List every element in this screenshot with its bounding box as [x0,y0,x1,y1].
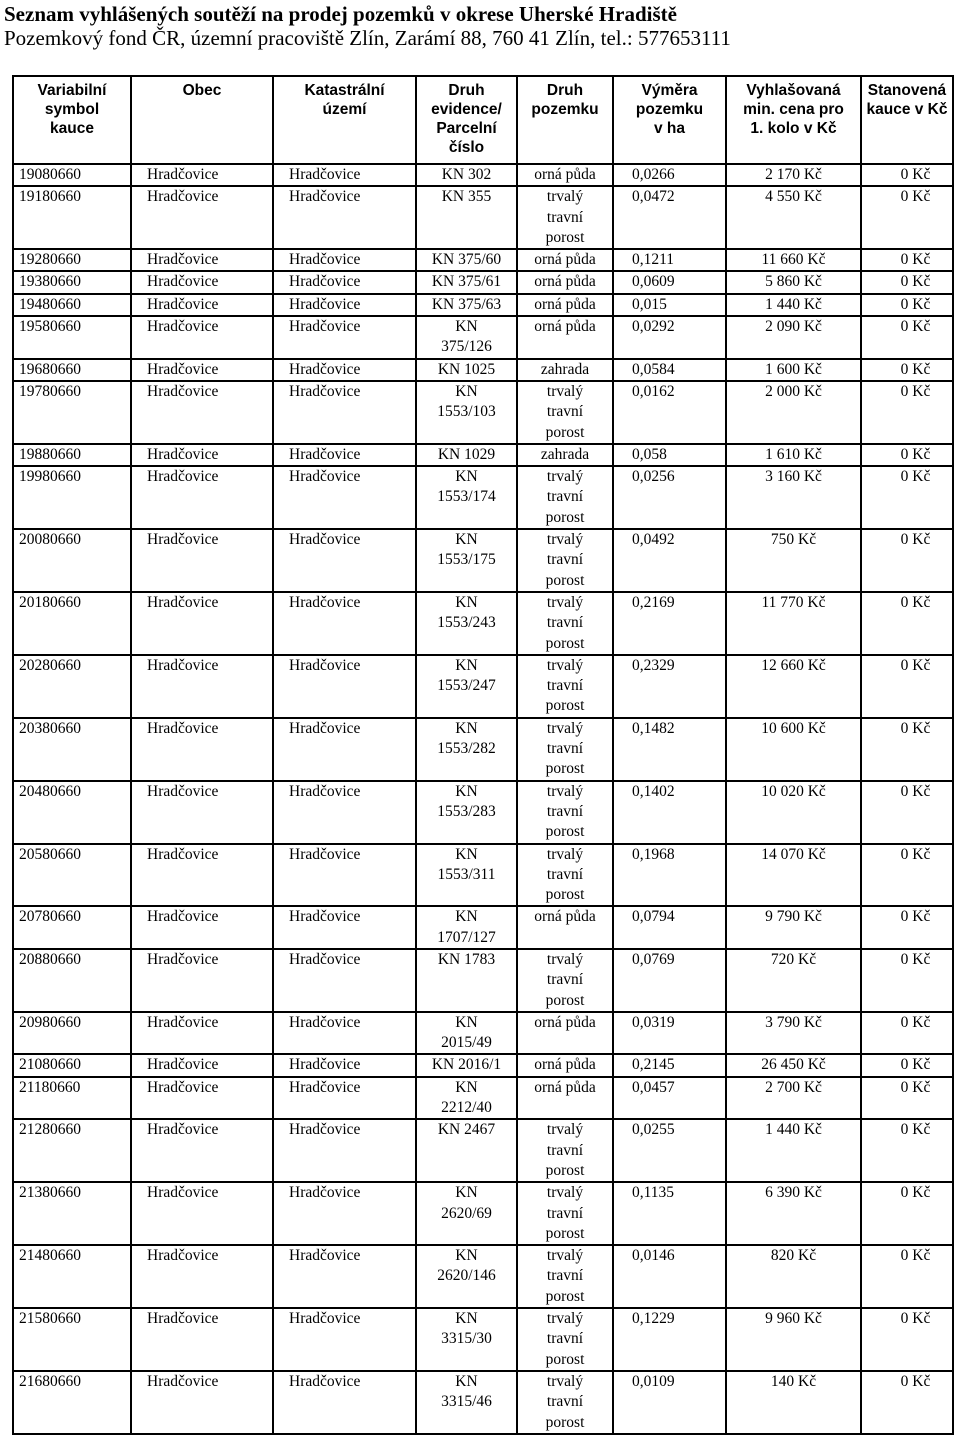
table-row [13,844,953,907]
variable-symbol-cell: 19980660 [13,466,131,529]
municipality-cell: Hradčovice [131,186,273,249]
variable-symbol-cell: 19180660 [13,186,131,249]
parcel-number-cell: KN 1553/247 [416,655,517,718]
parcel-number-cell: KN 2620/69 [416,1182,517,1245]
land-type-cell: orná půda [517,164,613,186]
land-type-cell: trvalý travní porost [517,529,613,592]
municipality-cell: Hradčovice [131,844,273,907]
parcel-number-cell: KN 1553/243 [416,592,517,655]
table-row [13,1054,953,1076]
land-type-cell: trvalý travní porost [517,1119,613,1182]
land-type-cell: trvalý travní porost [517,381,613,444]
land-type-cell: orná půda [517,906,613,949]
municipality-cell: Hradčovice [131,359,273,381]
land-type-cell: trvalý travní porost [517,718,613,781]
parcel-number-cell: KN 2212/40 [416,1077,517,1120]
area-cell: 0,2145 [613,1054,726,1076]
municipality-cell: Hradčovice [131,294,273,316]
deposit-cell: 0 Kč [861,949,953,1012]
land-type-cell: trvalý travní porost [517,592,613,655]
table-row [13,316,953,359]
land-type-cell: orná půda [517,316,613,359]
variable-symbol-cell: 21280660 [13,1119,131,1182]
municipality-cell: Hradčovice [131,1182,273,1245]
parcel-number-cell: KN 1707/127 [416,906,517,949]
min-price-cell: 3 160 Kč [726,466,861,529]
table-row [13,164,953,186]
cadastral-area-cell: Hradčovice [273,444,416,466]
variable-symbol-cell: 20880660 [13,949,131,1012]
header-cadastral-area: Katastrální území [273,76,416,164]
municipality-cell: Hradčovice [131,164,273,186]
area-cell: 0,0292 [613,316,726,359]
deposit-cell: 0 Kč [861,1012,953,1055]
min-price-cell: 10 600 Kč [726,718,861,781]
parcel-number-cell: KN 1029 [416,444,517,466]
parcel-number-cell: KN 1553/103 [416,381,517,444]
min-price-cell: 10 020 Kč [726,781,861,844]
cadastral-area-cell: Hradčovice [273,1077,416,1120]
min-price-cell: 2 170 Kč [726,164,861,186]
parcel-number-cell: KN 1553/175 [416,529,517,592]
municipality-cell: Hradčovice [131,466,273,529]
variable-symbol-cell: 21080660 [13,1054,131,1076]
deposit-cell: 0 Kč [861,529,953,592]
table-row [13,249,953,271]
municipality-cell: Hradčovice [131,1119,273,1182]
variable-symbol-cell: 19680660 [13,359,131,381]
land-type-cell: trvalý travní porost [517,781,613,844]
min-price-cell: 2 700 Kč [726,1077,861,1120]
variable-symbol-cell: 19580660 [13,316,131,359]
area-cell: 0,1482 [613,718,726,781]
table-row [13,655,953,718]
municipality-cell: Hradčovice [131,1308,273,1371]
table-header-row [13,76,953,164]
variable-symbol-cell: 21380660 [13,1182,131,1245]
table-row [13,906,953,949]
deposit-cell: 0 Kč [861,271,953,293]
min-price-cell: 750 Kč [726,529,861,592]
municipality-cell: Hradčovice [131,655,273,718]
area-cell: 0,0146 [613,1245,726,1308]
cadastral-area-cell: Hradčovice [273,1371,416,1434]
header-min-price: Vyhlašovaná min. cena pro 1. kolo v Kč [726,76,861,164]
table-row [13,186,953,249]
land-type-cell: trvalý travní porost [517,949,613,1012]
area-cell: 0,2329 [613,655,726,718]
parcel-number-cell: KN 3315/30 [416,1308,517,1371]
land-type-cell: trvalý travní porost [517,1308,613,1371]
area-cell: 0,058 [613,444,726,466]
municipality-cell: Hradčovice [131,316,273,359]
table-row [13,949,953,1012]
parcel-number-cell: KN 1783 [416,949,517,1012]
municipality-cell: Hradčovice [131,1245,273,1308]
table-row [13,271,953,293]
deposit-cell: 0 Kč [861,1054,953,1076]
municipality-cell: Hradčovice [131,781,273,844]
cadastral-area-cell: Hradčovice [273,466,416,529]
area-cell: 0,0255 [613,1119,726,1182]
land-type-cell: orná půda [517,271,613,293]
cadastral-area-cell: Hradčovice [273,655,416,718]
parcel-number-cell: KN 2015/49 [416,1012,517,1055]
table-row [13,1119,953,1182]
deposit-cell: 0 Kč [861,1371,953,1434]
variable-symbol-cell: 20080660 [13,529,131,592]
municipality-cell: Hradčovice [131,271,273,293]
min-price-cell: 11 660 Kč [726,249,861,271]
min-price-cell: 14 070 Kč [726,844,861,907]
cadastral-area-cell: Hradčovice [273,271,416,293]
deposit-cell: 0 Kč [861,1182,953,1245]
land-type-cell: trvalý travní porost [517,655,613,718]
municipality-cell: Hradčovice [131,906,273,949]
area-cell: 0,1135 [613,1182,726,1245]
header-parcel-number: Druh evidence/ Parcelní číslo [416,76,517,164]
cadastral-area-cell: Hradčovice [273,1308,416,1371]
table-body [13,164,953,1434]
table-row [13,1245,953,1308]
table-row [13,1182,953,1245]
municipality-cell: Hradčovice [131,249,273,271]
variable-symbol-cell: 20580660 [13,844,131,907]
min-price-cell: 4 550 Kč [726,186,861,249]
min-price-cell: 2 090 Kč [726,316,861,359]
land-type-cell: orná půda [517,294,613,316]
variable-symbol-cell: 19780660 [13,381,131,444]
area-cell: 0,1211 [613,249,726,271]
area-cell: 0,0492 [613,529,726,592]
parcel-number-cell: KN 2016/1 [416,1054,517,1076]
parcel-number-cell: KN 375/126 [416,316,517,359]
land-type-cell: trvalý travní porost [517,186,613,249]
cadastral-area-cell: Hradčovice [273,718,416,781]
land-type-cell: trvalý travní porost [517,1182,613,1245]
parcel-number-cell: KN 3315/46 [416,1371,517,1434]
table-row [13,718,953,781]
variable-symbol-cell: 20480660 [13,781,131,844]
parcel-number-cell: KN 1553/283 [416,781,517,844]
municipality-cell: Hradčovice [131,1371,273,1434]
document-title: Seznam vyhlášených soutěží na prodej pozemků v okrese Uherské Hradiště [4,2,677,26]
municipality-cell: Hradčovice [131,1077,273,1120]
deposit-cell: 0 Kč [861,316,953,359]
area-cell: 0,1402 [613,781,726,844]
area-cell: 0,0266 [613,164,726,186]
area-cell: 0,0769 [613,949,726,1012]
parcel-number-cell: KN 1553/311 [416,844,517,907]
min-price-cell: 5 860 Kč [726,271,861,293]
table-row [13,381,953,444]
cadastral-area-cell: Hradčovice [273,592,416,655]
parcel-number-cell: KN 1553/282 [416,718,517,781]
variable-symbol-cell: 21580660 [13,1308,131,1371]
municipality-cell: Hradčovice [131,444,273,466]
area-cell: 0,015 [613,294,726,316]
area-cell: 0,0794 [613,906,726,949]
min-price-cell: 6 390 Kč [726,1182,861,1245]
variable-symbol-cell: 19880660 [13,444,131,466]
min-price-cell: 140 Kč [726,1371,861,1434]
deposit-cell: 0 Kč [861,164,953,186]
table-row [13,444,953,466]
municipality-cell: Hradčovice [131,381,273,444]
table-row [13,1308,953,1371]
area-cell: 0,2169 [613,592,726,655]
cadastral-area-cell: Hradčovice [273,381,416,444]
deposit-cell: 0 Kč [861,844,953,907]
cadastral-area-cell: Hradčovice [273,781,416,844]
deposit-cell: 0 Kč [861,294,953,316]
variable-symbol-cell: 21680660 [13,1371,131,1434]
area-cell: 0,0319 [613,1012,726,1055]
min-price-cell: 1 440 Kč [726,294,861,316]
municipality-cell: Hradčovice [131,529,273,592]
cadastral-area-cell: Hradčovice [273,844,416,907]
area-cell: 0,0472 [613,186,726,249]
land-tender-table [12,75,954,1435]
cadastral-area-cell: Hradčovice [273,359,416,381]
variable-symbol-cell: 19480660 [13,294,131,316]
header-variable-symbol: Variabilní symbol kauce [13,76,131,164]
municipality-cell: Hradčovice [131,718,273,781]
min-price-cell: 3 790 Kč [726,1012,861,1055]
min-price-cell: 1 610 Kč [726,444,861,466]
header-deposit: Stanovená kauce v Kč [861,76,953,164]
cadastral-area-cell: Hradčovice [273,949,416,1012]
area-cell: 0,0457 [613,1077,726,1120]
deposit-cell: 0 Kč [861,381,953,444]
land-type-cell: trvalý travní porost [517,1371,613,1434]
deposit-cell: 0 Kč [861,249,953,271]
table-row [13,466,953,529]
table-row [13,1371,953,1434]
min-price-cell: 11 770 Kč [726,592,861,655]
deposit-cell: 0 Kč [861,186,953,249]
min-price-cell: 820 Kč [726,1245,861,1308]
header-municipality: Obec [131,76,273,164]
deposit-cell: 0 Kč [861,444,953,466]
deposit-cell: 0 Kč [861,359,953,381]
variable-symbol-cell: 20180660 [13,592,131,655]
variable-symbol-cell: 20780660 [13,906,131,949]
land-type-cell: orná půda [517,249,613,271]
parcel-number-cell: KN 2467 [416,1119,517,1182]
deposit-cell: 0 Kč [861,1245,953,1308]
parcel-number-cell: KN 375/60 [416,249,517,271]
area-cell: 0,1968 [613,844,726,907]
cadastral-area-cell: Hradčovice [273,249,416,271]
variable-symbol-cell: 19080660 [13,164,131,186]
land-type-cell: zahrada [517,444,613,466]
land-type-cell: orná půda [517,1012,613,1055]
deposit-cell: 0 Kč [861,466,953,529]
table-row [13,781,953,844]
min-price-cell: 1 600 Kč [726,359,861,381]
table-row [13,1077,953,1120]
area-cell: 0,0584 [613,359,726,381]
table-row [13,294,953,316]
cadastral-area-cell: Hradčovice [273,316,416,359]
land-type-cell: orná půda [517,1054,613,1076]
land-type-cell: trvalý travní porost [517,466,613,529]
land-type-cell: trvalý travní porost [517,844,613,907]
parcel-number-cell: KN 1553/174 [416,466,517,529]
deposit-cell: 0 Kč [861,906,953,949]
variable-symbol-cell: 19380660 [13,271,131,293]
table-row [13,1012,953,1055]
deposit-cell: 0 Kč [861,1308,953,1371]
area-cell: 0,0162 [613,381,726,444]
deposit-cell: 0 Kč [861,655,953,718]
parcel-number-cell: KN 2620/146 [416,1245,517,1308]
variable-symbol-cell: 20380660 [13,718,131,781]
min-price-cell: 720 Kč [726,949,861,1012]
variable-symbol-cell: 21480660 [13,1245,131,1308]
document-subtitle: Pozemkový fond ČR, územní pracoviště Zlín, Zarámí 88, 760 41 Zlín, tel.: 577653111 [4,26,731,50]
cadastral-area-cell: Hradčovice [273,1119,416,1182]
variable-symbol-cell: 20280660 [13,655,131,718]
header-area: Výměra pozemku v ha [613,76,726,164]
cadastral-area-cell: Hradčovice [273,1245,416,1308]
header-land-type: Druh pozemku [517,76,613,164]
variable-symbol-cell: 20980660 [13,1012,131,1055]
parcel-number-cell: KN 1025 [416,359,517,381]
deposit-cell: 0 Kč [861,1077,953,1120]
min-price-cell: 1 440 Kč [726,1119,861,1182]
municipality-cell: Hradčovice [131,1054,273,1076]
land-type-cell: orná půda [517,1077,613,1120]
area-cell: 0,0609 [613,271,726,293]
table-row [13,359,953,381]
municipality-cell: Hradčovice [131,1012,273,1055]
area-cell: 0,1229 [613,1308,726,1371]
cadastral-area-cell: Hradčovice [273,1182,416,1245]
deposit-cell: 0 Kč [861,592,953,655]
min-price-cell: 12 660 Kč [726,655,861,718]
variable-symbol-cell: 19280660 [13,249,131,271]
min-price-cell: 9 960 Kč [726,1308,861,1371]
min-price-cell: 2 000 Kč [726,381,861,444]
cadastral-area-cell: Hradčovice [273,1012,416,1055]
min-price-cell: 26 450 Kč [726,1054,861,1076]
deposit-cell: 0 Kč [861,1119,953,1182]
variable-symbol-cell: 21180660 [13,1077,131,1120]
cadastral-area-cell: Hradčovice [273,294,416,316]
cadastral-area-cell: Hradčovice [273,1054,416,1076]
deposit-cell: 0 Kč [861,781,953,844]
municipality-cell: Hradčovice [131,592,273,655]
cadastral-area-cell: Hradčovice [273,529,416,592]
area-cell: 0,0109 [613,1371,726,1434]
cadastral-area-cell: Hradčovice [273,164,416,186]
parcel-number-cell: KN 375/61 [416,271,517,293]
table-row [13,529,953,592]
deposit-cell: 0 Kč [861,718,953,781]
land-type-cell: zahrada [517,359,613,381]
parcel-number-cell: KN 355 [416,186,517,249]
area-cell: 0,0256 [613,466,726,529]
cadastral-area-cell: Hradčovice [273,186,416,249]
land-type-cell: trvalý travní porost [517,1245,613,1308]
table-row [13,592,953,655]
municipality-cell: Hradčovice [131,949,273,1012]
parcel-number-cell: KN 375/63 [416,294,517,316]
parcel-number-cell: KN 302 [416,164,517,186]
cadastral-area-cell: Hradčovice [273,906,416,949]
min-price-cell: 9 790 Kč [726,906,861,949]
